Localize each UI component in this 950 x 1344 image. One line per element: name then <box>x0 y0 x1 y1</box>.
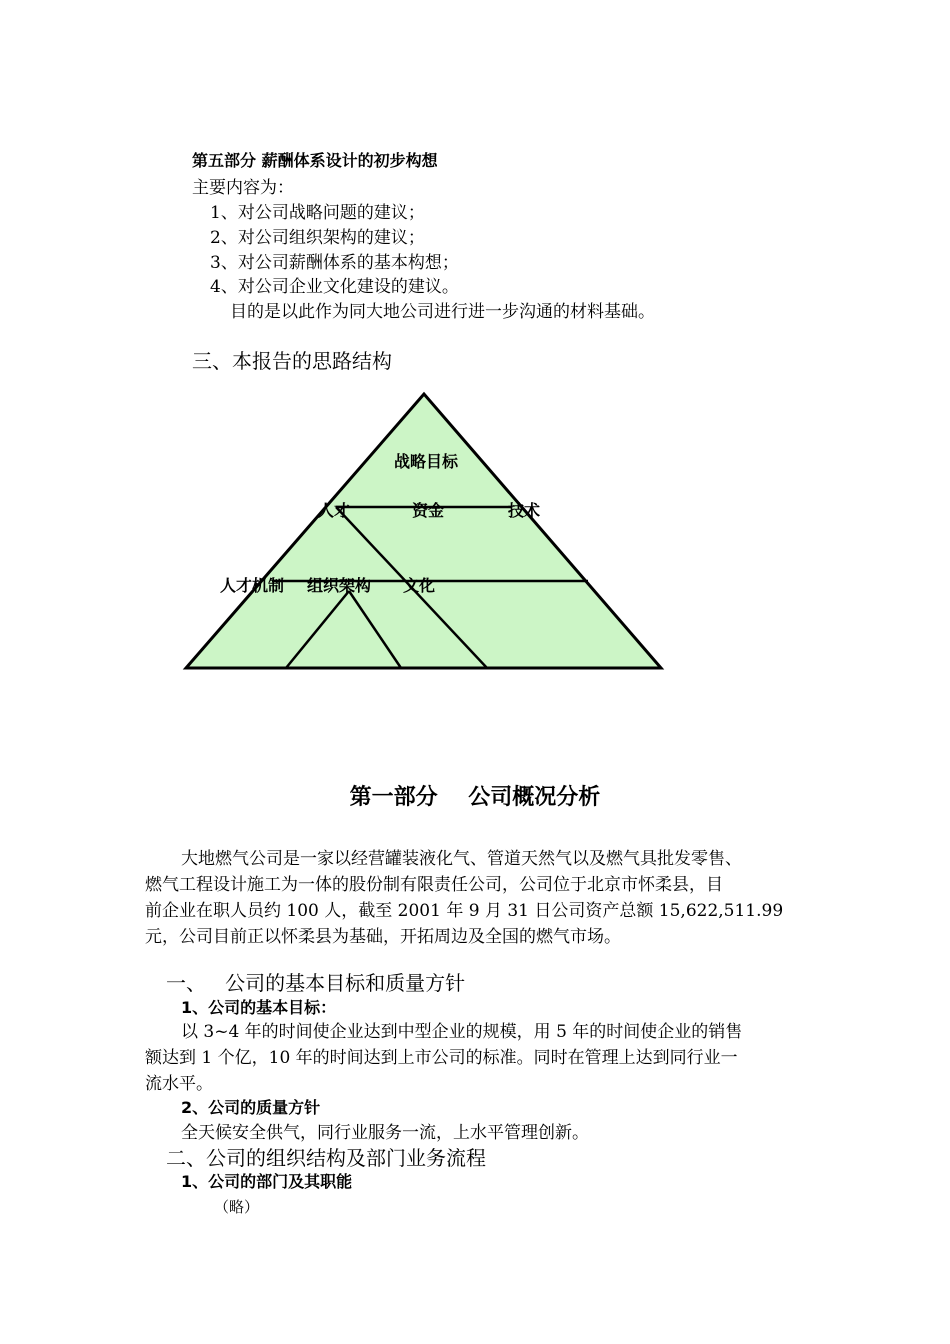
sec1-sub1-heading: 1、公司的基本目标： <box>181 998 337 1017</box>
intro-line: 前企业在职人员约 100 人，截至 2001 年 9 月 31 日公司资产总额 15,622,511.99 <box>145 901 784 921</box>
part5-intro: 主要内容为： <box>192 178 294 198</box>
sec2-sub1-heading: 1、公司的部门及其职能 <box>181 1172 353 1191</box>
body-line: 额达到 1 个亿，10 年的时间达到上市公司的标准。同时在管理上达到同行业一 <box>145 1048 738 1068</box>
pyramid-label-mechanism: 人才机制 <box>220 576 285 595</box>
sec2-heading: 二、公司的组织结构及部门业务流程 <box>166 1146 486 1170</box>
sec1-heading: 一、 公司的基本目标和质量方针 <box>166 971 466 995</box>
body-line: 以 3~4 年的时间使企业达到中型企业的规模，用 5 年的时间使企业的销售 <box>181 1022 743 1042</box>
intro-line: 燃气工程设计施工为一体的股份制有限责任公司，公司位于北京市怀柔县，目 <box>145 875 723 895</box>
pyramid-shape <box>186 394 661 668</box>
part5-heading: 第五部分 薪酬体系设计的初步构想 <box>192 151 438 170</box>
list-item: 3、对公司薪酬体系的基本构想； <box>210 253 459 273</box>
body-line: 流水平。 <box>145 1074 213 1094</box>
pyramid-label-talent: 人才 <box>318 501 351 520</box>
part5-purpose: 目的是以此作为同大地公司进行进一步沟通的材料基础。 <box>230 302 655 322</box>
section3-heading: 三、本报告的思路结构 <box>192 349 392 373</box>
sec1-sub2-body: 全天候安全供气，同行业服务一流，上水平管理创新。 <box>181 1123 589 1143</box>
pyramid-label-tech: 技术 <box>508 501 541 520</box>
sec1-sub2-heading: 2、公司的质量方针 <box>181 1098 321 1117</box>
list-item: 2、对公司组织架构的建议； <box>210 228 425 248</box>
sec1-sub1-body <box>145 1019 815 1097</box>
sec2-note: （略） <box>214 1198 260 1216</box>
pyramid-label-funds: 资金 <box>412 501 445 520</box>
pyramid-label-culture: 文化 <box>403 576 436 595</box>
list-item: 4、对公司企业文化建设的建议。 <box>210 277 459 297</box>
list-item: 1、对公司战略问题的建议； <box>210 203 425 223</box>
pyramid-label-top: 战略目标 <box>394 452 459 471</box>
intro-line: 大地燃气公司是一家以经营罐装液化气、管道天然气以及燃气具批发零售、 <box>181 849 742 869</box>
intro-line: 元，公司目前正以怀柔县为基础，开拓周边及全国的燃气市场。 <box>145 927 621 947</box>
pyramid-label-org: 组织架构 <box>307 576 372 595</box>
part1-title: 第一部分 公司概况分析 <box>349 785 601 810</box>
part1-intro <box>145 846 815 950</box>
